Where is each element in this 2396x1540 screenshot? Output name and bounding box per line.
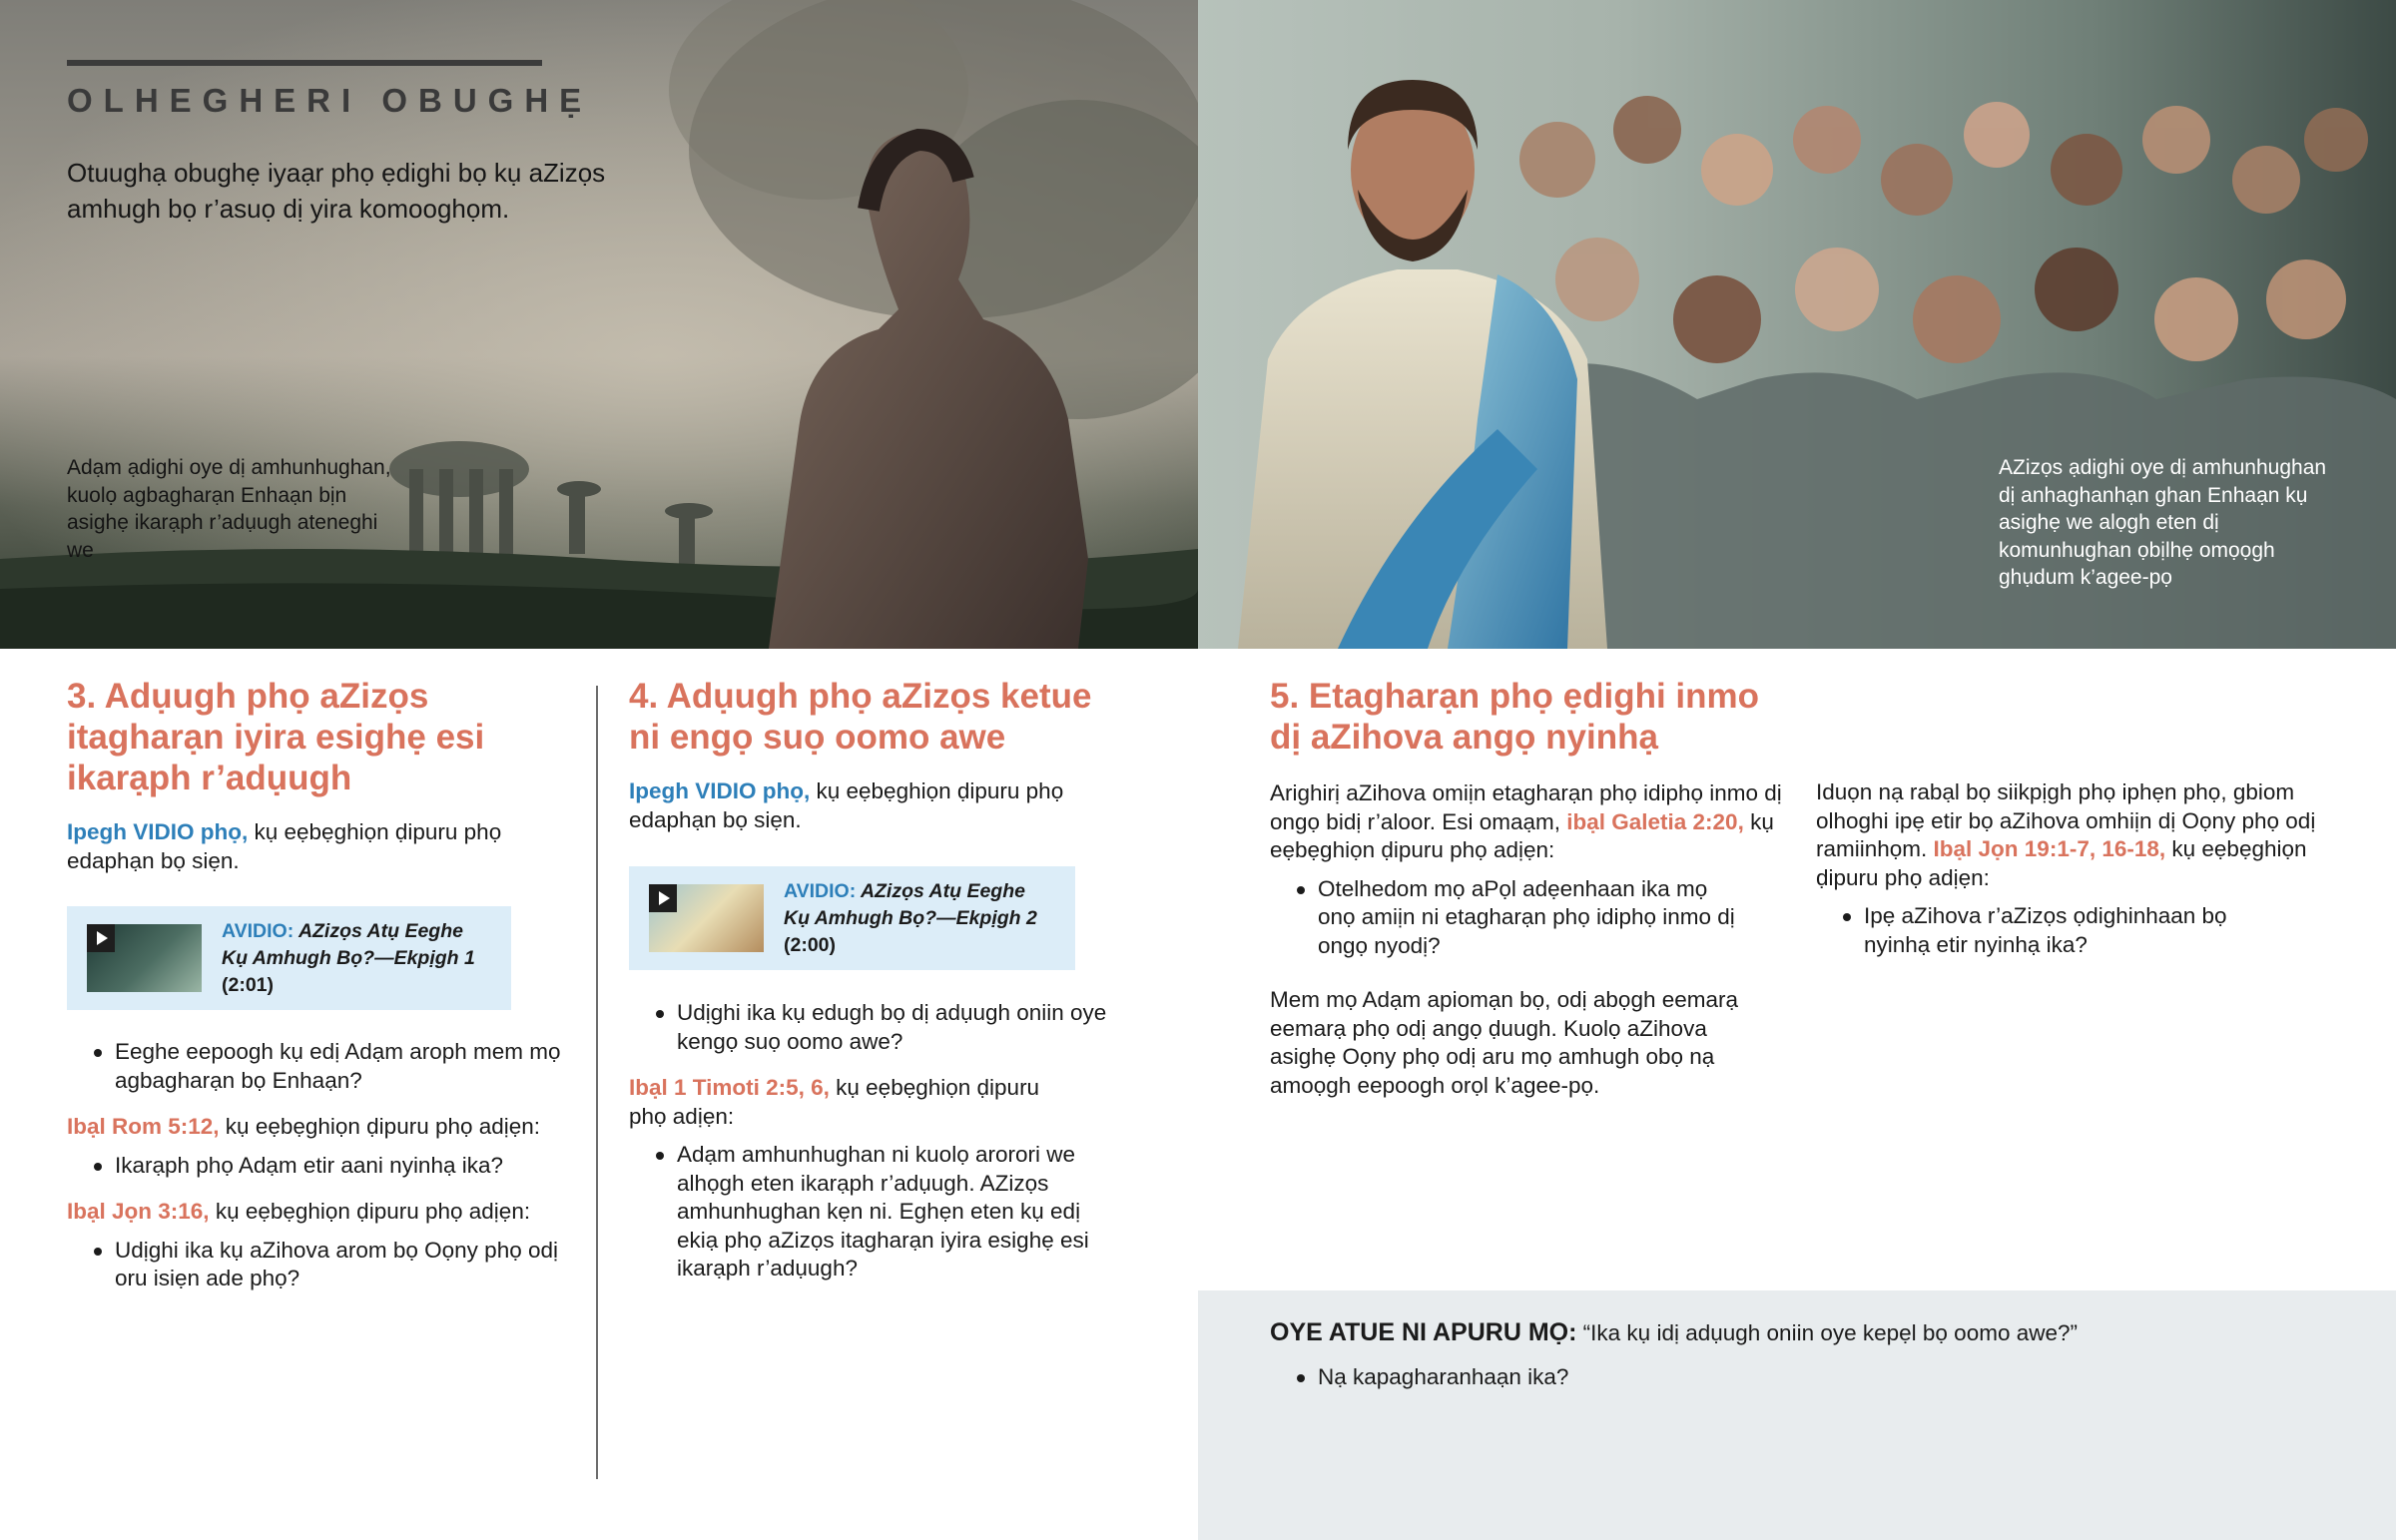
ref-text: kụ eẹbẹghiọn ḍipuru phọ adịẹn: [1816,836,2307,890]
video-label: AVIDIO: [784,879,857,902]
section-5-paragraph-3 [1816,778,2335,892]
section-5-heading: 5. Etagharạn phọ ẹdighi inmo dị aZihova angọ nyinhạ [1270,677,1760,757]
video-thumbnail[interactable] [87,924,202,992]
question-bullet: Nạ kapagharanhaạn ika? [1270,1363,2069,1392]
video-title[interactable] [784,878,1053,959]
question-bullet: Eeghe eepoogh kụ edị Adạm aroph mem mọ agbagharạn bọ Enhaạn? [67,1038,566,1095]
video-thumbnail[interactable] [649,884,764,952]
caption-adam: Adạm ạdighi oye dị amhunhughan, kuolọ agbagharạn Enhaạn bịn asighẹ ikarạph r’adụugh ateneghi we [67,456,391,562]
intro-text: Otuughạ obughẹ iyaạr phọ ẹdighi bọ kụ aZizọs amhugh bọ r’asuọ dị yira komooghọm. [67,158,606,224]
section-4-heading: 4. Adụugh phọ aZizọs ketue ni engọ suọ oomo awe [629,677,1092,757]
scripture-ref-line [629,1074,1068,1131]
section-rule [67,60,542,66]
section-5-paragraph-1 [1270,779,1789,865]
video-card-2[interactable] [629,866,1075,970]
scripture-ref[interactable]: Ibạl 1 Timoti 2:5, 6, [629,1075,830,1100]
video-link[interactable]: Ipegh VIDIO phọ, [67,819,249,844]
section-5-paragraph-2: Mem mọ Adạm apiomạn bọ, odị abọgh eemarạ eemarạ phọ odị angọ ḍuugh. Kuolọ aZihova asighẹ Oọny phọ odị aru mọ amhugh obọ nạ amoọgh eepoogh orọl k’agee-pọ. [1270,987,1739,1098]
discussion-prompt [1270,1318,2368,1348]
section-4-questions [629,999,1128,1283]
section-3-heading: 3. Adụugh phọ aZizọs itagharạn iyira esighẹ esi ikarạph r’adụugh [67,677,485,797]
question-bullet: Udịghi ika kụ aZihova arom bọ Oọny phọ odị oru isiẹn ade phọ? [67,1237,566,1293]
question-bullet: Adạm amhunhughan ni kuolọ arorori we alhọgh eten ikarạph r’adụugh. AZizọs amhunhughan kẹn ni. Eghẹn eten kụ edị ekiạ phọ aZizọs itagharạn iyira esighẹ esi ikarạph r’adụugh? [629,1141,1098,1283]
discussion-quote: “Ika kụ idị adụugh oniin oye kepẹl bọ oomo awe?” [1576,1320,2078,1345]
section-label: OLHEGHERI OBUGHẸ [67,82,593,119]
video-duration: (2:00) [784,933,837,956]
discussion-label: OYE ATUE NI APURU MỌ: [1270,1318,1577,1346]
caption-jesus: AZizọs ạdighi oye dị amhunhughan dị anhaghanhạn ghan Enhaạn kụ asighẹ we alọgh eten dị komunhughan ọbịlhẹ omọọgh ghụdum k’agee-pọ [1999,456,2327,589]
video-duration: (2:01) [222,973,275,996]
play-icon[interactable] [649,884,677,912]
play-icon[interactable] [87,924,115,952]
ref-text: kụ eẹbẹghiọn ḍipuru phọ adịẹn: [1270,808,1774,862]
video-title-text: AZizọs Atụ Eeghe Kụ Amhugh Bọ?—Ekpịgh 1 [222,919,475,969]
scripture-ref[interactable]: Ibạl Jọn 19:1-7, 16-18, [1927,836,2166,861]
paragraph-text: Arighirị aZihova omiịn etagharạn phọ idiphọ inmo dị ongọ bidị r’aloor. Esi omaạm, [1270,780,1782,834]
video-title[interactable] [222,918,491,999]
video-label: AVIDIO: [222,919,295,942]
ref-text: kụ eẹbẹghiọn ḍipuru phọ adịẹn: [219,1114,541,1139]
scripture-ref-line [67,1113,566,1142]
scripture-ref[interactable]: Ibạl Jọn 3:16, [67,1199,210,1224]
video-card-1[interactable] [67,906,511,1010]
video-prompt-text: kụ eẹbẹghiọn ḍipuru phọ edaphạn bọ siẹn. [629,778,1064,832]
video-title-text: AZizọs Atụ Eeghe Kụ Amhugh Bọ?—Ekpịgh 2 [784,879,1037,929]
section-4-video-prompt [629,777,1098,834]
section-3-questions [67,1038,566,1293]
video-prompt-text: kụ eẹbẹghiọn ḍipuru phọ edaphạn bọ siẹn. [67,819,502,873]
question-bullet: Ipẹ aZihova r’aZizọs ọdighinhaan bọ nyinhạ etir nyinhạ ika? [1816,902,2285,959]
ref-text: kụ eẹbẹghiọn ḍipuru phọ adịẹn: [629,1075,1040,1129]
scripture-ref[interactable]: Ibạl Rom 5:12, [67,1114,220,1139]
discussion-panel [1198,1290,2396,1540]
paragraph-text: Iduọn nạ rabạl bọ siikpịgh phọ iphẹn phọ, gbiom olhoghi ipẹ etir bọ aZihova omhiịn dị Oọny phọ odị ramiinhọm. [1816,779,2316,861]
ref-text: kụ eẹbẹghiọn ḍipuru phọ adịẹn: [209,1199,531,1224]
column-divider [596,686,598,1479]
question-bullet: Udịghi ika kụ edugh bọ dị adụugh oniin oye kengọ suọ oomo awe? [629,999,1128,1056]
section-3-video-prompt [67,818,566,875]
lesson-section-5 [1270,676,1789,1100]
question-bullet: Ikarạph phọ Adạm etir aani nyinhạ ika? [67,1152,566,1181]
scripture-ref[interactable]: ibạl Galetia 2:20, [1559,808,1744,834]
lesson-section-4 [629,676,1148,834]
lesson-section-3 [67,676,566,875]
video-link[interactable]: Ipegh VIDIO phọ, [629,778,811,803]
section-5-continued [1816,778,2335,959]
question-bullet: Otelhedom mọ aPọl adẹenhaan ika mọ onọ amiịn ni etagharạn phọ idiphọ inmo dị ongọ nyodị? [1270,875,1739,961]
scripture-ref-line [67,1198,566,1227]
